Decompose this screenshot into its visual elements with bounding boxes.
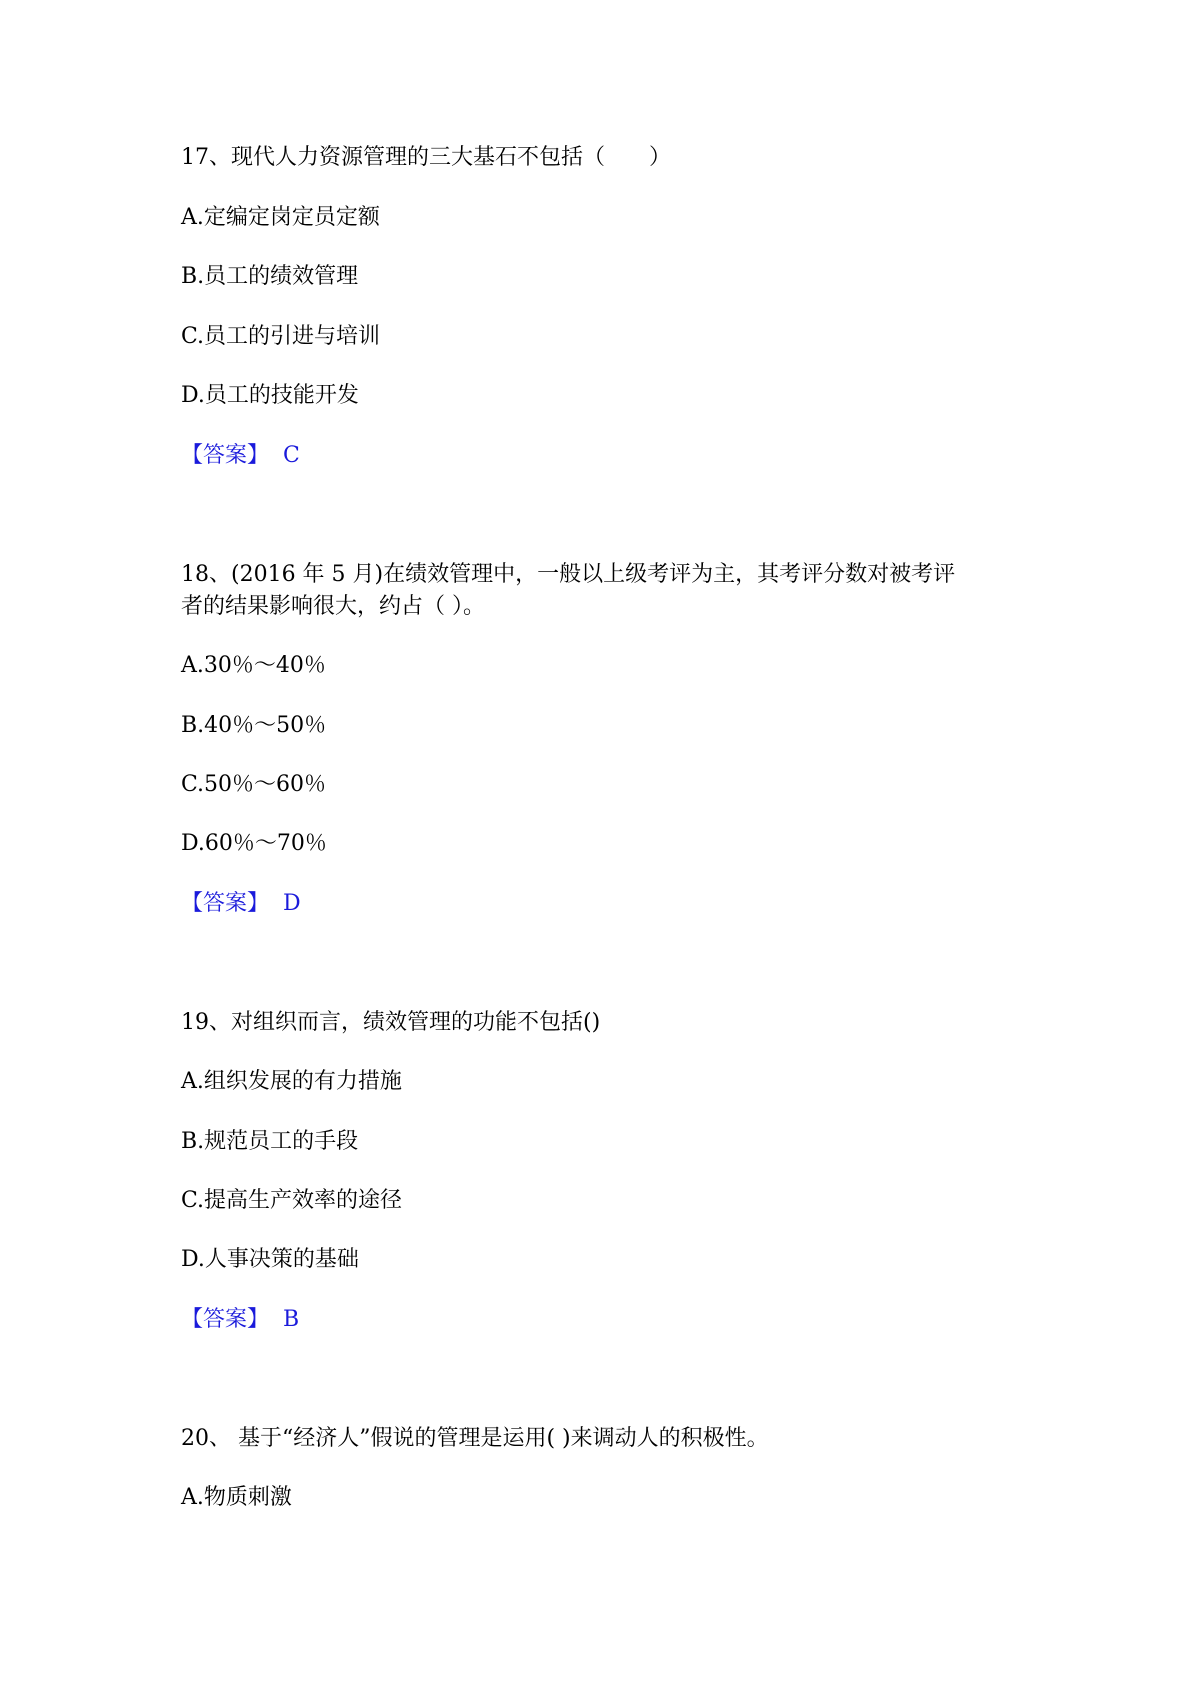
question-18-stem-line-2: 者的结果影响很大，约占（ ）。 <box>181 594 485 619</box>
question-19-option-c: C.提高生产效率的途径 <box>181 1188 403 1213</box>
question-18-stem-line-1: 18、(2016 年 5 月)在绩效管理中，一般以上级考评为主，其考评分数对被考评 <box>181 562 956 587</box>
question-18-option-a: A.30％～40％ <box>181 653 326 678</box>
answer-value: D <box>283 891 301 916</box>
question-19-answer <box>181 1305 299 1335</box>
question-18-answer <box>181 889 301 919</box>
question-17-answer <box>181 441 300 471</box>
question-17-stem: 17、现代人力资源管理的三大基石不包括（ ） <box>181 145 671 170</box>
question-17-option-b: B.员工的绩效管理 <box>181 264 359 289</box>
question-19-option-a: A.组织发展的有力措施 <box>181 1069 402 1094</box>
question-19-option-d: D.人事决策的基础 <box>181 1247 359 1272</box>
answer-label: 【答案】 <box>181 891 270 916</box>
question-17-option-d: D.员工的技能开发 <box>181 383 359 408</box>
answer-value: B <box>283 1307 300 1332</box>
question-19-option-b: B.规范员工的手段 <box>181 1129 359 1154</box>
question-18-option-d: D.60％～70％ <box>181 831 327 856</box>
question-18-option-c: C.50％～60％ <box>181 772 327 797</box>
answer-label: 【答案】 <box>181 1307 270 1332</box>
question-17-option-a: A.定编定岗定员定额 <box>181 205 380 230</box>
question-19-stem: 19、对组织而言，绩效管理的功能不包括() <box>181 1010 601 1035</box>
question-18-option-b: B.40％～50％ <box>181 713 327 738</box>
answer-label: 【答案】 <box>181 443 270 468</box>
answer-value: C <box>283 443 300 468</box>
question-17-option-c: C.员工的引进与培训 <box>181 324 381 349</box>
question-20-option-a: A.物质刺激 <box>181 1485 292 1510</box>
question-20-stem: 20、 基于“经济人”假说的管理是运用( )来调动人的积极性。 <box>181 1426 769 1451</box>
